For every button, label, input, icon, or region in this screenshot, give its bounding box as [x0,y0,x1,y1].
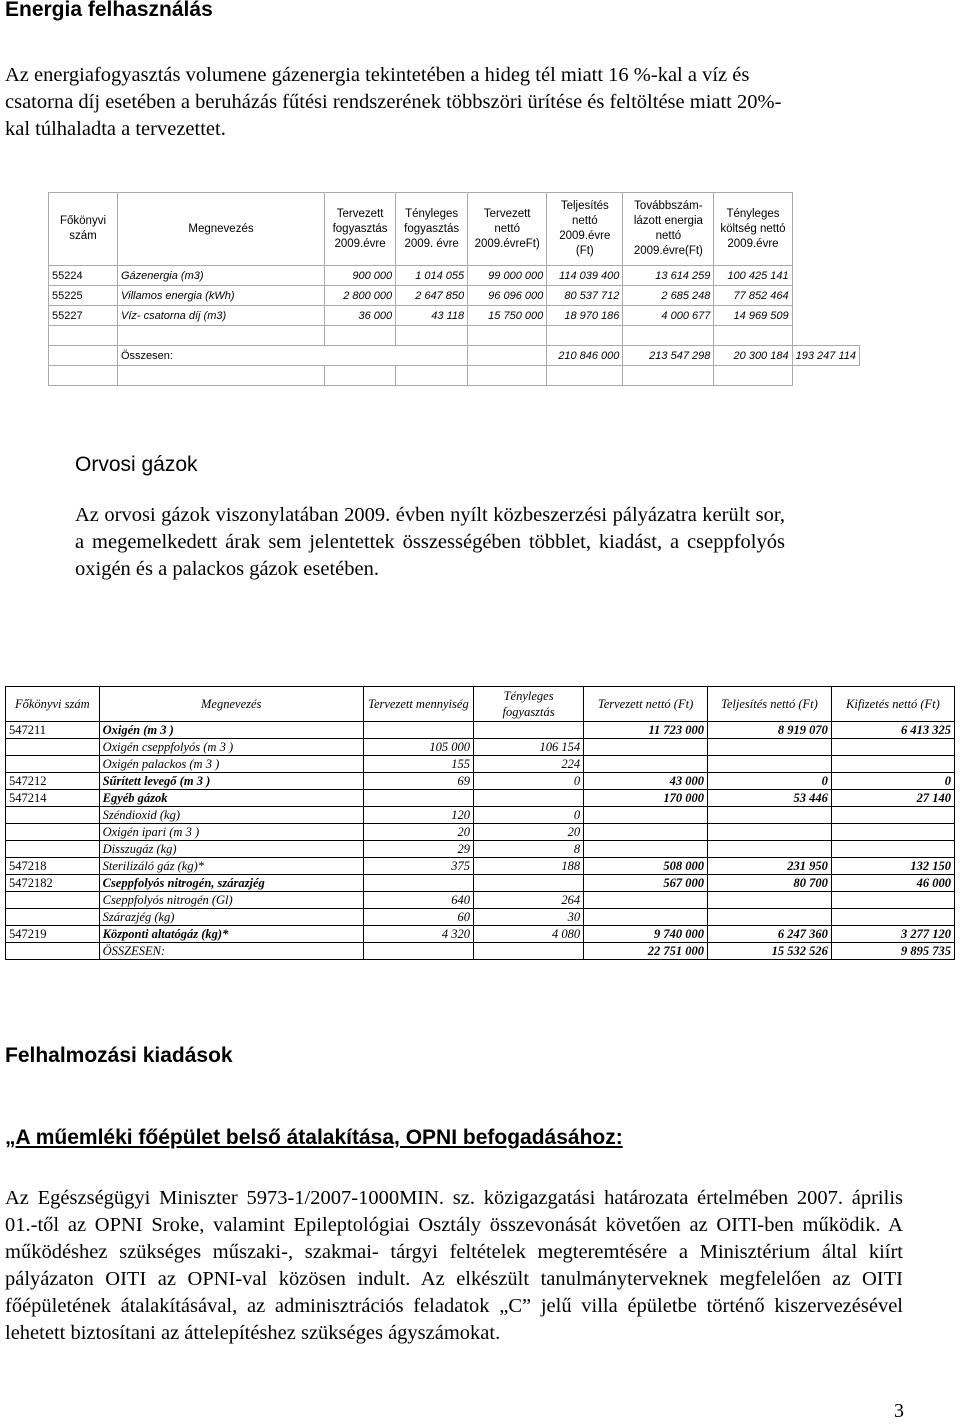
gas-cell-pay-net: 9 895 735 [831,943,954,960]
gas-cell-plan-qty [363,943,473,960]
gas-table-row [6,756,955,773]
gas-cell-perf-net: 15 532 526 [708,943,832,960]
gas-cell-plan-qty: 155 [363,756,473,773]
gas-cell-code [6,841,100,858]
energy-table-row [49,306,860,326]
energy-cell: 2 647 850 [396,286,468,306]
gas-cell-pay-net [831,756,954,773]
gas-table-row [6,858,955,875]
energy-blank-cell [325,366,396,386]
energy-cell: 80 537 712 [547,286,623,306]
energy-blank-cell [49,326,118,346]
gas-cell-actual [474,790,584,807]
heading-project: „A műemléki főépület belső átalakítása, OPNI befogadásához: [5,1126,623,1149]
gas-cell-code [6,807,100,824]
gas-cell-plan-qty: 120 [363,807,473,824]
gas-cell-plan-net: 9 740 000 [584,926,708,943]
energy-blank-cell [623,326,714,346]
gas-cell-code [6,756,100,773]
energy-table-row [49,286,860,306]
energy-blank-cell [547,366,623,386]
gas-cell-name: Cseppfolyós nitrogén (Gl) [99,892,363,909]
gas-header-cell: Tényleges fogyasztás [474,687,584,722]
gas-cell-perf-net [708,807,832,824]
gas-cell-plan-qty: 105 000 [363,739,473,756]
gas-cell-perf-net: 6 247 360 [708,926,832,943]
energy-blank-cell [468,346,547,366]
gas-table-header [6,687,955,722]
energy-table-row [49,266,860,286]
energy-blank-cell [714,326,792,346]
paragraph-medical-gases: Az orvosi gázok viszonylatában 2009. évben nyílt közbeszerzési pályázatra került sor, a megemelkedett árak sem jelentettek összességében többlet, kiadást, a cseppfolyós oxigén és a palackos gázok esetében. [75,504,785,580]
energy-blank-row [49,366,860,386]
gas-cell-name: Szárazjég (kg) [99,909,363,926]
gas-cell-plan-net [584,824,708,841]
energy-cell: Víz- csatorna díj (m3) [118,306,325,326]
gas-cell-perf-net [708,739,832,756]
gas-cell-perf-net: 0 [708,773,832,790]
gas-cell-actual [474,943,584,960]
energy-cell: 14 969 509 [714,306,792,326]
energy-cell: 55227 [49,306,118,326]
energy-blank-cell [325,326,396,346]
gas-cell-actual: 8 [474,841,584,858]
energy-blank-cell [396,366,468,386]
energy-cell: 1 014 055 [396,266,468,286]
gas-cell-plan-net [584,841,708,858]
gas-table-row [6,790,955,807]
gas-table-row [6,773,955,790]
energy-header-cell: Tényleges fogyasztás 2009. évre [396,193,468,266]
gas-cell-plan-qty: 60 [363,909,473,926]
gas-cell-pay-net [831,909,954,926]
gas-cell-plan-qty: 640 [363,892,473,909]
gas-cell-code [6,943,100,960]
gas-table-row [6,739,955,756]
gas-cell-plan-net [584,892,708,909]
energy-cell: 900 000 [325,266,396,286]
energy-cell: 55224 [49,266,118,286]
gas-cell-name: Oxigén ipari (m 3 ) [99,824,363,841]
energy-total-value: 193 247 114 [792,346,859,366]
gas-cell-name: Oxigén (m 3 ) [99,722,363,739]
gas-cell-plan-net [584,739,708,756]
gas-cell-actual: 264 [474,892,584,909]
gas-table-row [6,926,955,943]
gas-cell-pay-net [831,807,954,824]
energy-table-header [49,193,860,266]
gas-table-row [6,841,955,858]
gas-cell-perf-net [708,756,832,773]
gas-cell-plan-net [584,807,708,824]
energy-cell: 100 425 141 [714,266,792,286]
gas-table [5,686,955,960]
gas-cell-perf-net [708,841,832,858]
gas-table-row [6,875,955,892]
gas-cell-plan-net: 11 723 000 [584,722,708,739]
gas-cell-code: 547212 [6,773,100,790]
gas-cell-perf-net: 53 446 [708,790,832,807]
gas-cell-code: 5472182 [6,875,100,892]
heading-capital-expenditure: Felhalmozási kiadások [5,1044,233,1067]
energy-cell: 114 039 400 [547,266,623,286]
gas-cell-plan-net: 508 000 [584,858,708,875]
gas-cell-name: Központi altatógáz (kg)* [99,926,363,943]
gas-cell-plan-qty [363,722,473,739]
gas-cell-pay-net: 3 277 120 [831,926,954,943]
gas-cell-code: 547211 [6,722,100,739]
gas-cell-pay-net [831,824,954,841]
gas-cell-actual: 224 [474,756,584,773]
energy-cell: 2 800 000 [325,286,396,306]
gas-table-row [6,943,955,960]
gas-cell-pay-net: 46 000 [831,875,954,892]
gas-cell-plan-qty: 4 320 [363,926,473,943]
energy-total-row [49,346,860,366]
energy-cell: 96 096 000 [468,286,547,306]
gas-table-row [6,722,955,739]
gas-cell-plan-qty: 20 [363,824,473,841]
energy-table [48,192,860,386]
gas-header-cell: Tervezett nettó (Ft) [584,687,708,722]
heading-medical-gases: Orvosi gázok [75,453,198,476]
gas-cell-name: Széndioxid (kg) [99,807,363,824]
gas-cell-code [6,824,100,841]
gas-cell-name: ÖSSZESEN: [99,943,363,960]
gas-cell-name: Oxigén palackos (m 3 ) [99,756,363,773]
gas-cell-plan-net [584,909,708,926]
gas-cell-actual: 30 [474,909,584,926]
energy-cell: 36 000 [325,306,396,326]
energy-cell: Gázenergia (m3) [118,266,325,286]
gas-cell-actual [474,722,584,739]
gas-cell-name: Sterilizáló gáz (kg)* [99,858,363,875]
gas-cell-pay-net [831,841,954,858]
energy-cell: 15 750 000 [468,306,547,326]
paragraph-energy: Az energiafogyasztás volumene gázenergia tekintetében a hideg tél miatt 16 %-kal a víz és csatorna díj esetében a beruházás fűtési rendszerének többszöri ürítése és feltöltése miatt 20%-kal túlhaladta a tervezettet. [5,64,782,140]
gas-cell-perf-net: 231 950 [708,858,832,875]
energy-header-cell: Tervezett fogyasztás 2009.évre [325,193,396,266]
gas-table-row [6,892,955,909]
gas-cell-plan-qty: 375 [363,858,473,875]
energy-total-value: 213 547 298 [623,346,714,366]
page-number: 3 [894,1400,904,1422]
energy-cell: 13 614 259 [623,266,714,286]
gas-cell-pay-net: 6 413 325 [831,722,954,739]
gas-cell-pay-net: 0 [831,773,954,790]
gas-cell-pay-net: 132 150 [831,858,954,875]
gas-cell-plan-qty [363,875,473,892]
gas-cell-perf-net [708,909,832,926]
gas-cell-code [6,892,100,909]
energy-header-cell: Megnevezés [118,193,325,266]
energy-blank-cell [49,366,118,386]
gas-table-row [6,807,955,824]
energy-blank-cell [623,366,714,386]
gas-table-row [6,909,955,926]
gas-cell-actual: 20 [474,824,584,841]
gas-cell-name: Sűrített levegő (m 3 ) [99,773,363,790]
energy-header-cell: Tervezett nettó 2009.évreFt) [468,193,547,266]
energy-blank-cell [396,326,468,346]
gas-cell-actual: 0 [474,773,584,790]
energy-cell: Villamos energia (kWh) [118,286,325,306]
gas-cell-actual [474,875,584,892]
gas-header-cell: Megnevezés [99,687,363,722]
energy-header-cell: Továbbszám-lázott energia nettó 2009.évre(Ft) [623,193,714,266]
gas-cell-perf-net [708,892,832,909]
gas-cell-plan-net: 43 000 [584,773,708,790]
gas-header-cell: Teljesítés nettó (Ft) [708,687,832,722]
energy-header-cell: Teljesítés nettó 2009.évre (Ft) [547,193,623,266]
energy-cell: 77 852 464 [714,286,792,306]
gas-cell-plan-qty: 29 [363,841,473,858]
gas-cell-pay-net: 27 140 [831,790,954,807]
gas-cell-plan-net: 567 000 [584,875,708,892]
energy-blank-cell [714,366,792,386]
gas-cell-code [6,739,100,756]
energy-cell: 18 970 186 [547,306,623,326]
energy-header-cell: Tényleges költség nettó 2009.évre [714,193,792,266]
gas-cell-plan-net: 22 751 000 [584,943,708,960]
gas-cell-plan-qty: 69 [363,773,473,790]
gas-header-cell: Tervezett mennyiség [363,687,473,722]
gas-cell-name: Oxigén cseppfolyós (m 3 ) [99,739,363,756]
energy-total-label: Összesen: [118,346,468,366]
energy-blank-cell [49,346,118,366]
energy-cell: 4 000 677 [623,306,714,326]
energy-blank-row [49,326,860,346]
gas-cell-perf-net [708,824,832,841]
energy-total-value: 20 300 184 [714,346,792,366]
gas-cell-plan-qty [363,790,473,807]
energy-blank-cell [468,366,547,386]
energy-cell: 2 685 248 [623,286,714,306]
gas-cell-code: 547218 [6,858,100,875]
gas-cell-code: 547219 [6,926,100,943]
gas-cell-actual: 4 080 [474,926,584,943]
gas-cell-pay-net [831,739,954,756]
gas-cell-perf-net: 8 919 070 [708,722,832,739]
energy-blank-cell [468,326,547,346]
energy-cell: 99 000 000 [468,266,547,286]
gas-cell-actual: 106 154 [474,739,584,756]
gas-cell-actual: 0 [474,807,584,824]
gas-cell-name: Cseppfolyós nitrogén, szárazjég [99,875,363,892]
energy-header-cell: Főkönyvi szám [49,193,118,266]
gas-table-row [6,824,955,841]
energy-blank-cell [547,326,623,346]
gas-cell-pay-net [831,892,954,909]
gas-cell-plan-net: 170 000 [584,790,708,807]
energy-blank-cell [118,326,325,346]
energy-blank-cell [118,366,325,386]
gas-cell-actual: 188 [474,858,584,875]
gas-cell-perf-net: 80 700 [708,875,832,892]
heading-energy: Energia felhasználás [5,0,213,21]
gas-cell-name: Disszugáz (kg) [99,841,363,858]
gas-cell-code [6,909,100,926]
energy-cell: 43 118 [396,306,468,326]
gas-cell-plan-net [584,756,708,773]
gas-cell-name: Egyéb gázok [99,790,363,807]
paragraph-project: Az Egészségügyi Miniszter 5973-1/2007-1000MIN. sz. közigazgatási határozata értelmében 2007. április 01.-től az OPNI Sroke, valamint Epileptológiai Osztály összevonását követően az OITI-ben működik. A működéshez szükséges műszaki-, szakmai- tárgyi feltételek megteremtésére a Minisztérium által kiírt pályázaton OITI az OPNI-val közösen indult. Az elkészült tanulmányterveknek megfelelően az OITI főépületének átalakításával, az adminisztrációs feladatok „C” jelű villa épületbe történő kiszervezésével lehetett biztosítani az áttelepítéshez szükséges ágyszámokat. [5,1187,903,1344]
gas-header-cell: Főkönyvi szám [6,687,100,722]
energy-cell: 55225 [49,286,118,306]
gas-cell-code: 547214 [6,790,100,807]
energy-total-value: 210 846 000 [547,346,623,366]
gas-header-cell: Kifizetés nettó (Ft) [831,687,954,722]
